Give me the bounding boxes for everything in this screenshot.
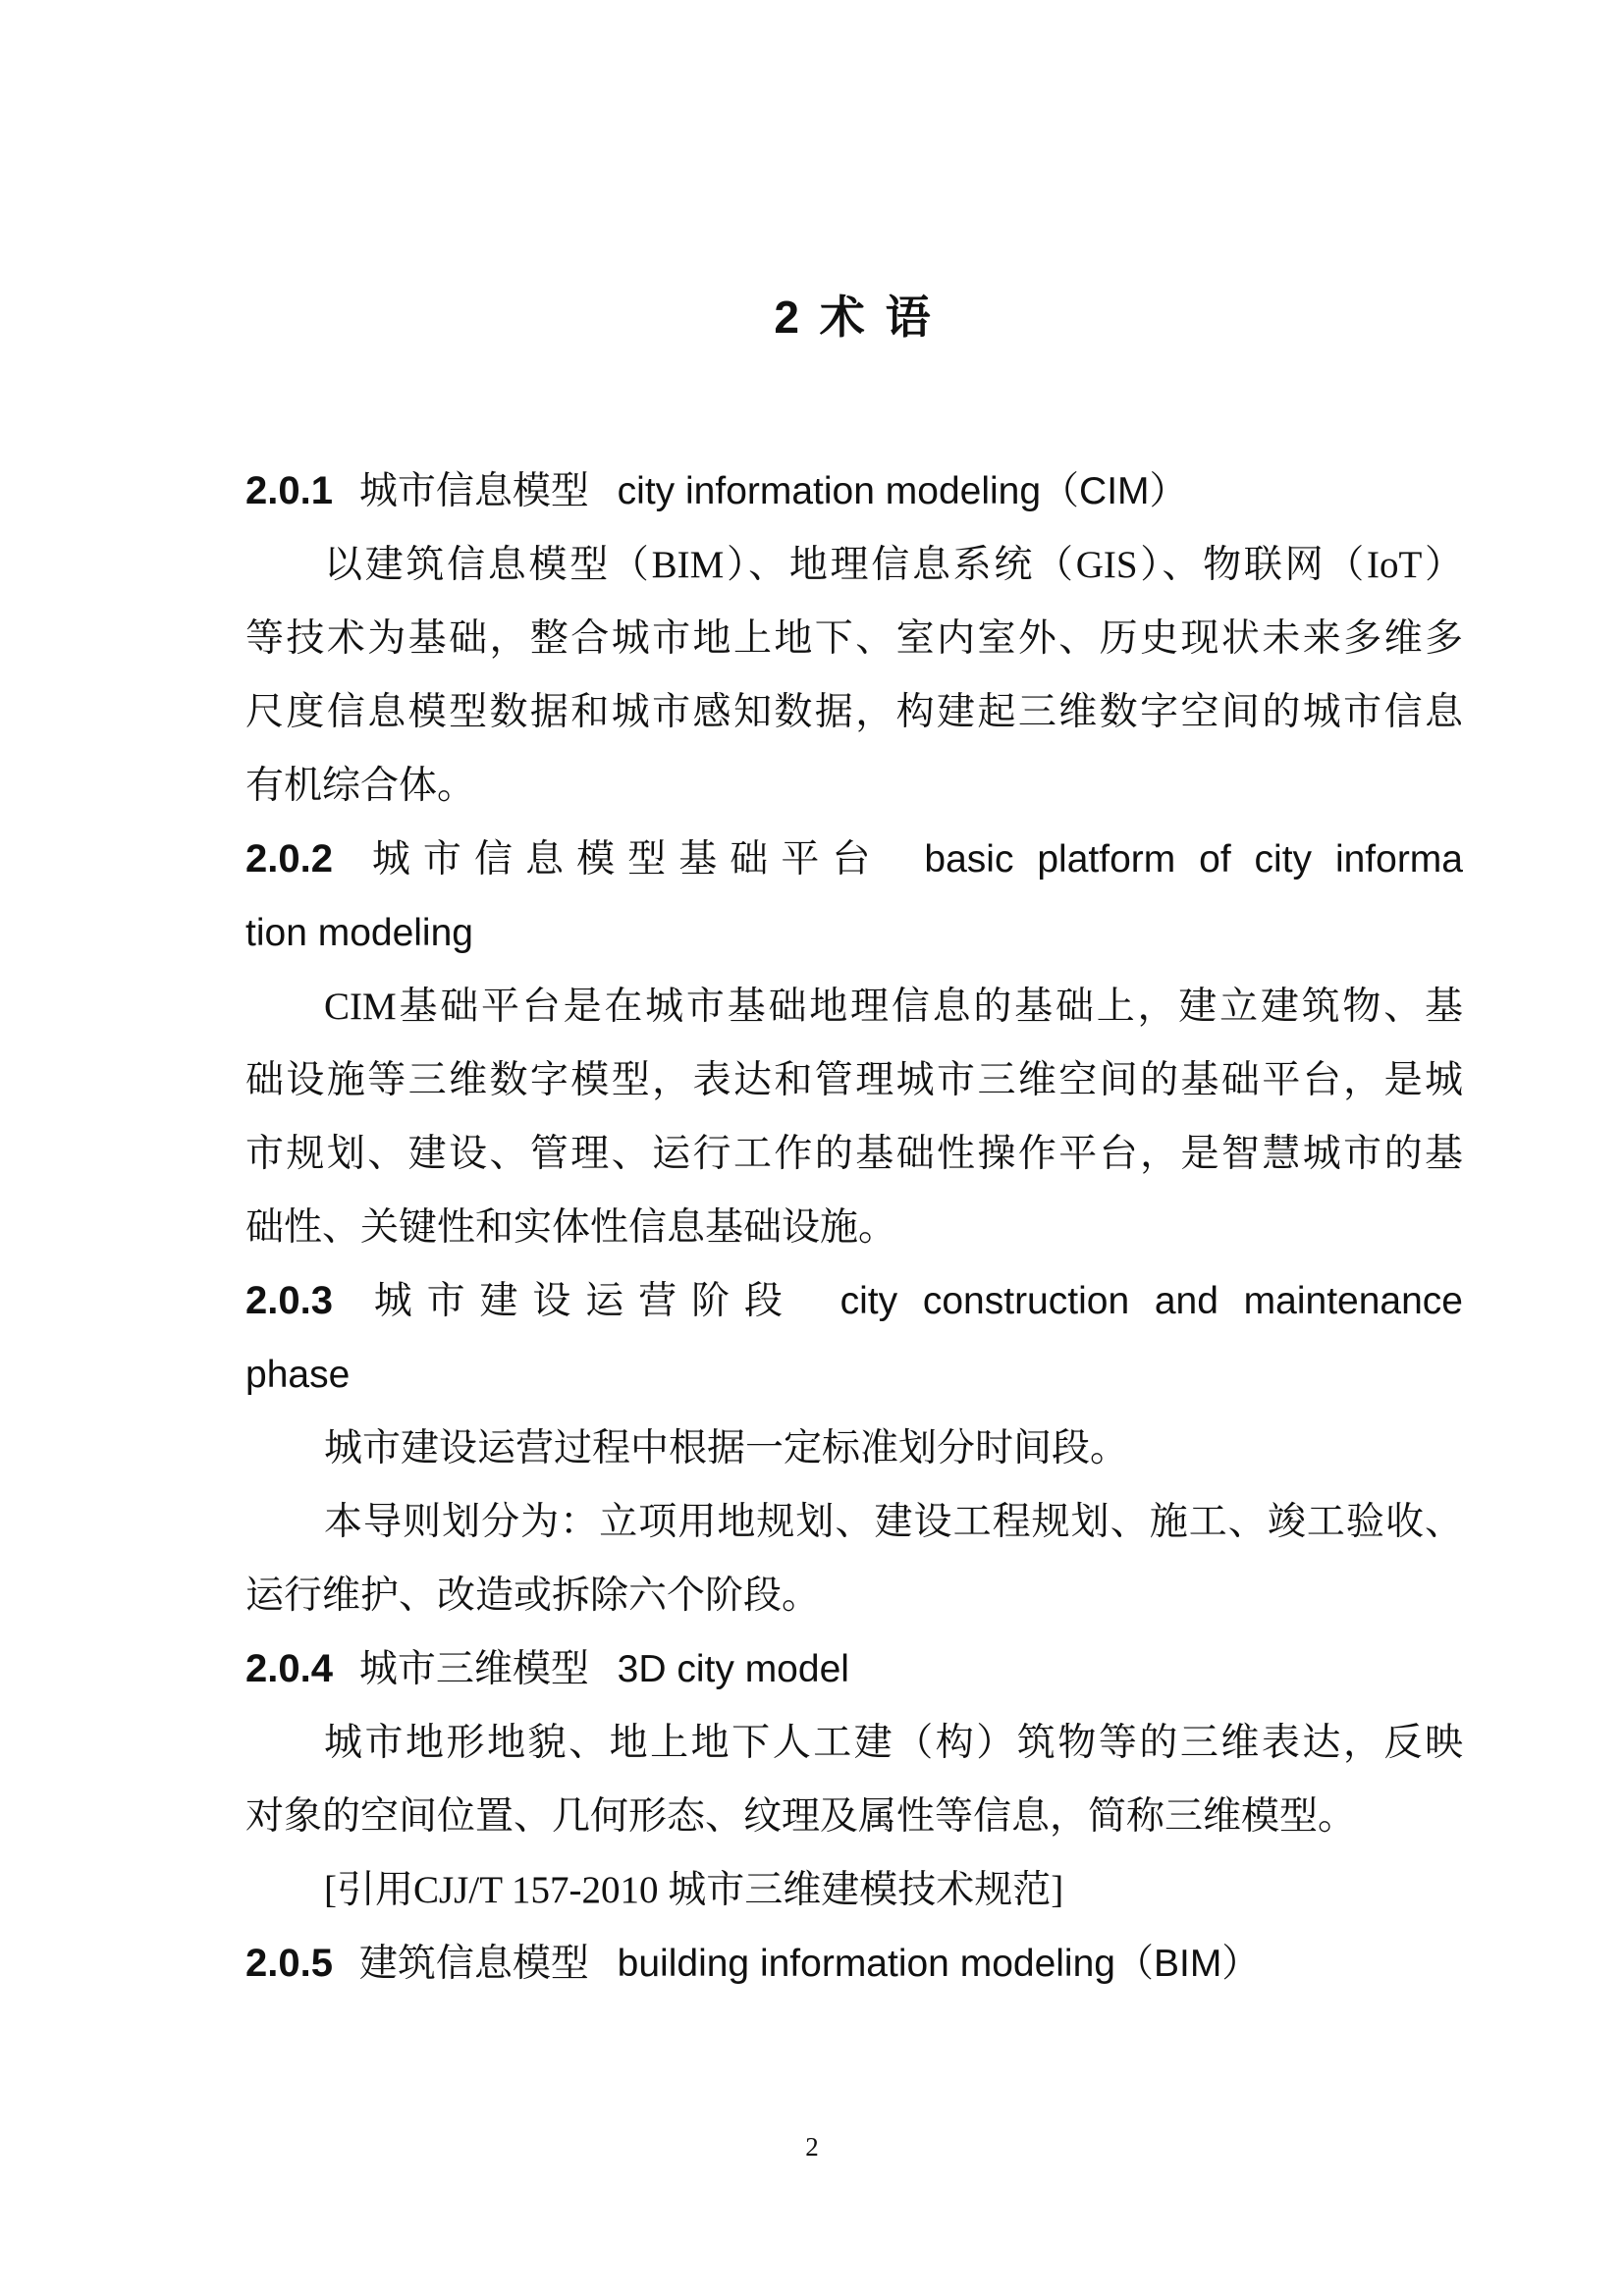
paragraph-line: 以建筑信息模型（BIM）、地理信息系统（GIS）、物联网（IoT） [324, 544, 1463, 586]
paragraph-line: 城市地形地貌、地上地下人工建（构）筑物等的三维表达，反映 [324, 1722, 1463, 1764]
section-heading-2-0-2 [245, 823, 1463, 896]
term-chinese: 城市建设运营阶段 [373, 1280, 797, 1322]
paragraph-line: 对象的空间位置、几何形态、纹理及属性等信息，简称三维模型。 [245, 1795, 1357, 1838]
term-english: city information modeling（CIM） [617, 470, 1188, 512]
section-heading-2-0-3 [245, 1264, 1463, 1338]
section-heading-continuation: phase [245, 1354, 351, 1396]
paragraph-line: 尺度信息模型数据和城市感知数据，构建起三维数字空间的城市信息 [245, 691, 1463, 733]
term-chinese: 建筑信息模型 [358, 1943, 589, 1985]
section-number: 2.0.3 [245, 1279, 333, 1322]
citation-line: [引用CJJ/T 157-2010 城市三维建模技术规范] [324, 1869, 1064, 1911]
paragraph-line: 本导则划分为：立项用地规划、建设工程规划、施工、竣工验收、 [324, 1501, 1463, 1543]
section-number: 2.0.1 [245, 469, 333, 512]
term-english: 3D city model [617, 1648, 849, 1690]
paragraph-line: 础性、关键性和实体性信息基础设施。 [245, 1206, 897, 1249]
section-heading-2-0-5 [245, 1927, 1463, 2001]
paragraph-line: 有机综合体。 [245, 765, 476, 807]
section-number: 2.0.5 [245, 1942, 333, 1985]
section-heading-2-0-4 [245, 1632, 1463, 1706]
term-chinese: 城市信息模型基础平台 [371, 838, 884, 881]
paragraph-line: 等技术为基础，整合城市地上地下、室内室外、历史现状未来多维多 [245, 617, 1463, 660]
paragraph-line: 市规划、建设、管理、运行工作的基础性操作平台，是智慧城市的基 [245, 1133, 1463, 1175]
paragraph-line: 运行维护、改造或拆除六个阶段。 [245, 1575, 821, 1617]
section-number: 2.0.2 [245, 837, 333, 881]
term-english: building information modeling（BIM） [617, 1943, 1261, 1985]
page-number: 2 [805, 2132, 819, 2162]
paragraph-line: CIM基础平台是在城市基础地理信息的基础上，建立建筑物、基 [324, 986, 1463, 1028]
section-heading-continuation: tion modeling [245, 912, 473, 954]
term-english: basic platform of city informa [924, 838, 1463, 881]
term-chinese: 城市三维模型 [358, 1648, 589, 1690]
page-title: 2 术 语 [774, 292, 935, 343]
section-number: 2.0.4 [245, 1647, 333, 1690]
section-heading-2-0-1 [245, 454, 1463, 528]
term-english: city construction and maintenance [839, 1280, 1463, 1322]
paragraph-line: 础设施等三维数字模型，表达和管理城市三维空间的基础平台，是城 [245, 1059, 1463, 1101]
term-chinese: 城市信息模型 [358, 470, 589, 512]
paragraph-line: 城市建设运营过程中根据一定标准划分时间段。 [324, 1427, 1129, 1469]
